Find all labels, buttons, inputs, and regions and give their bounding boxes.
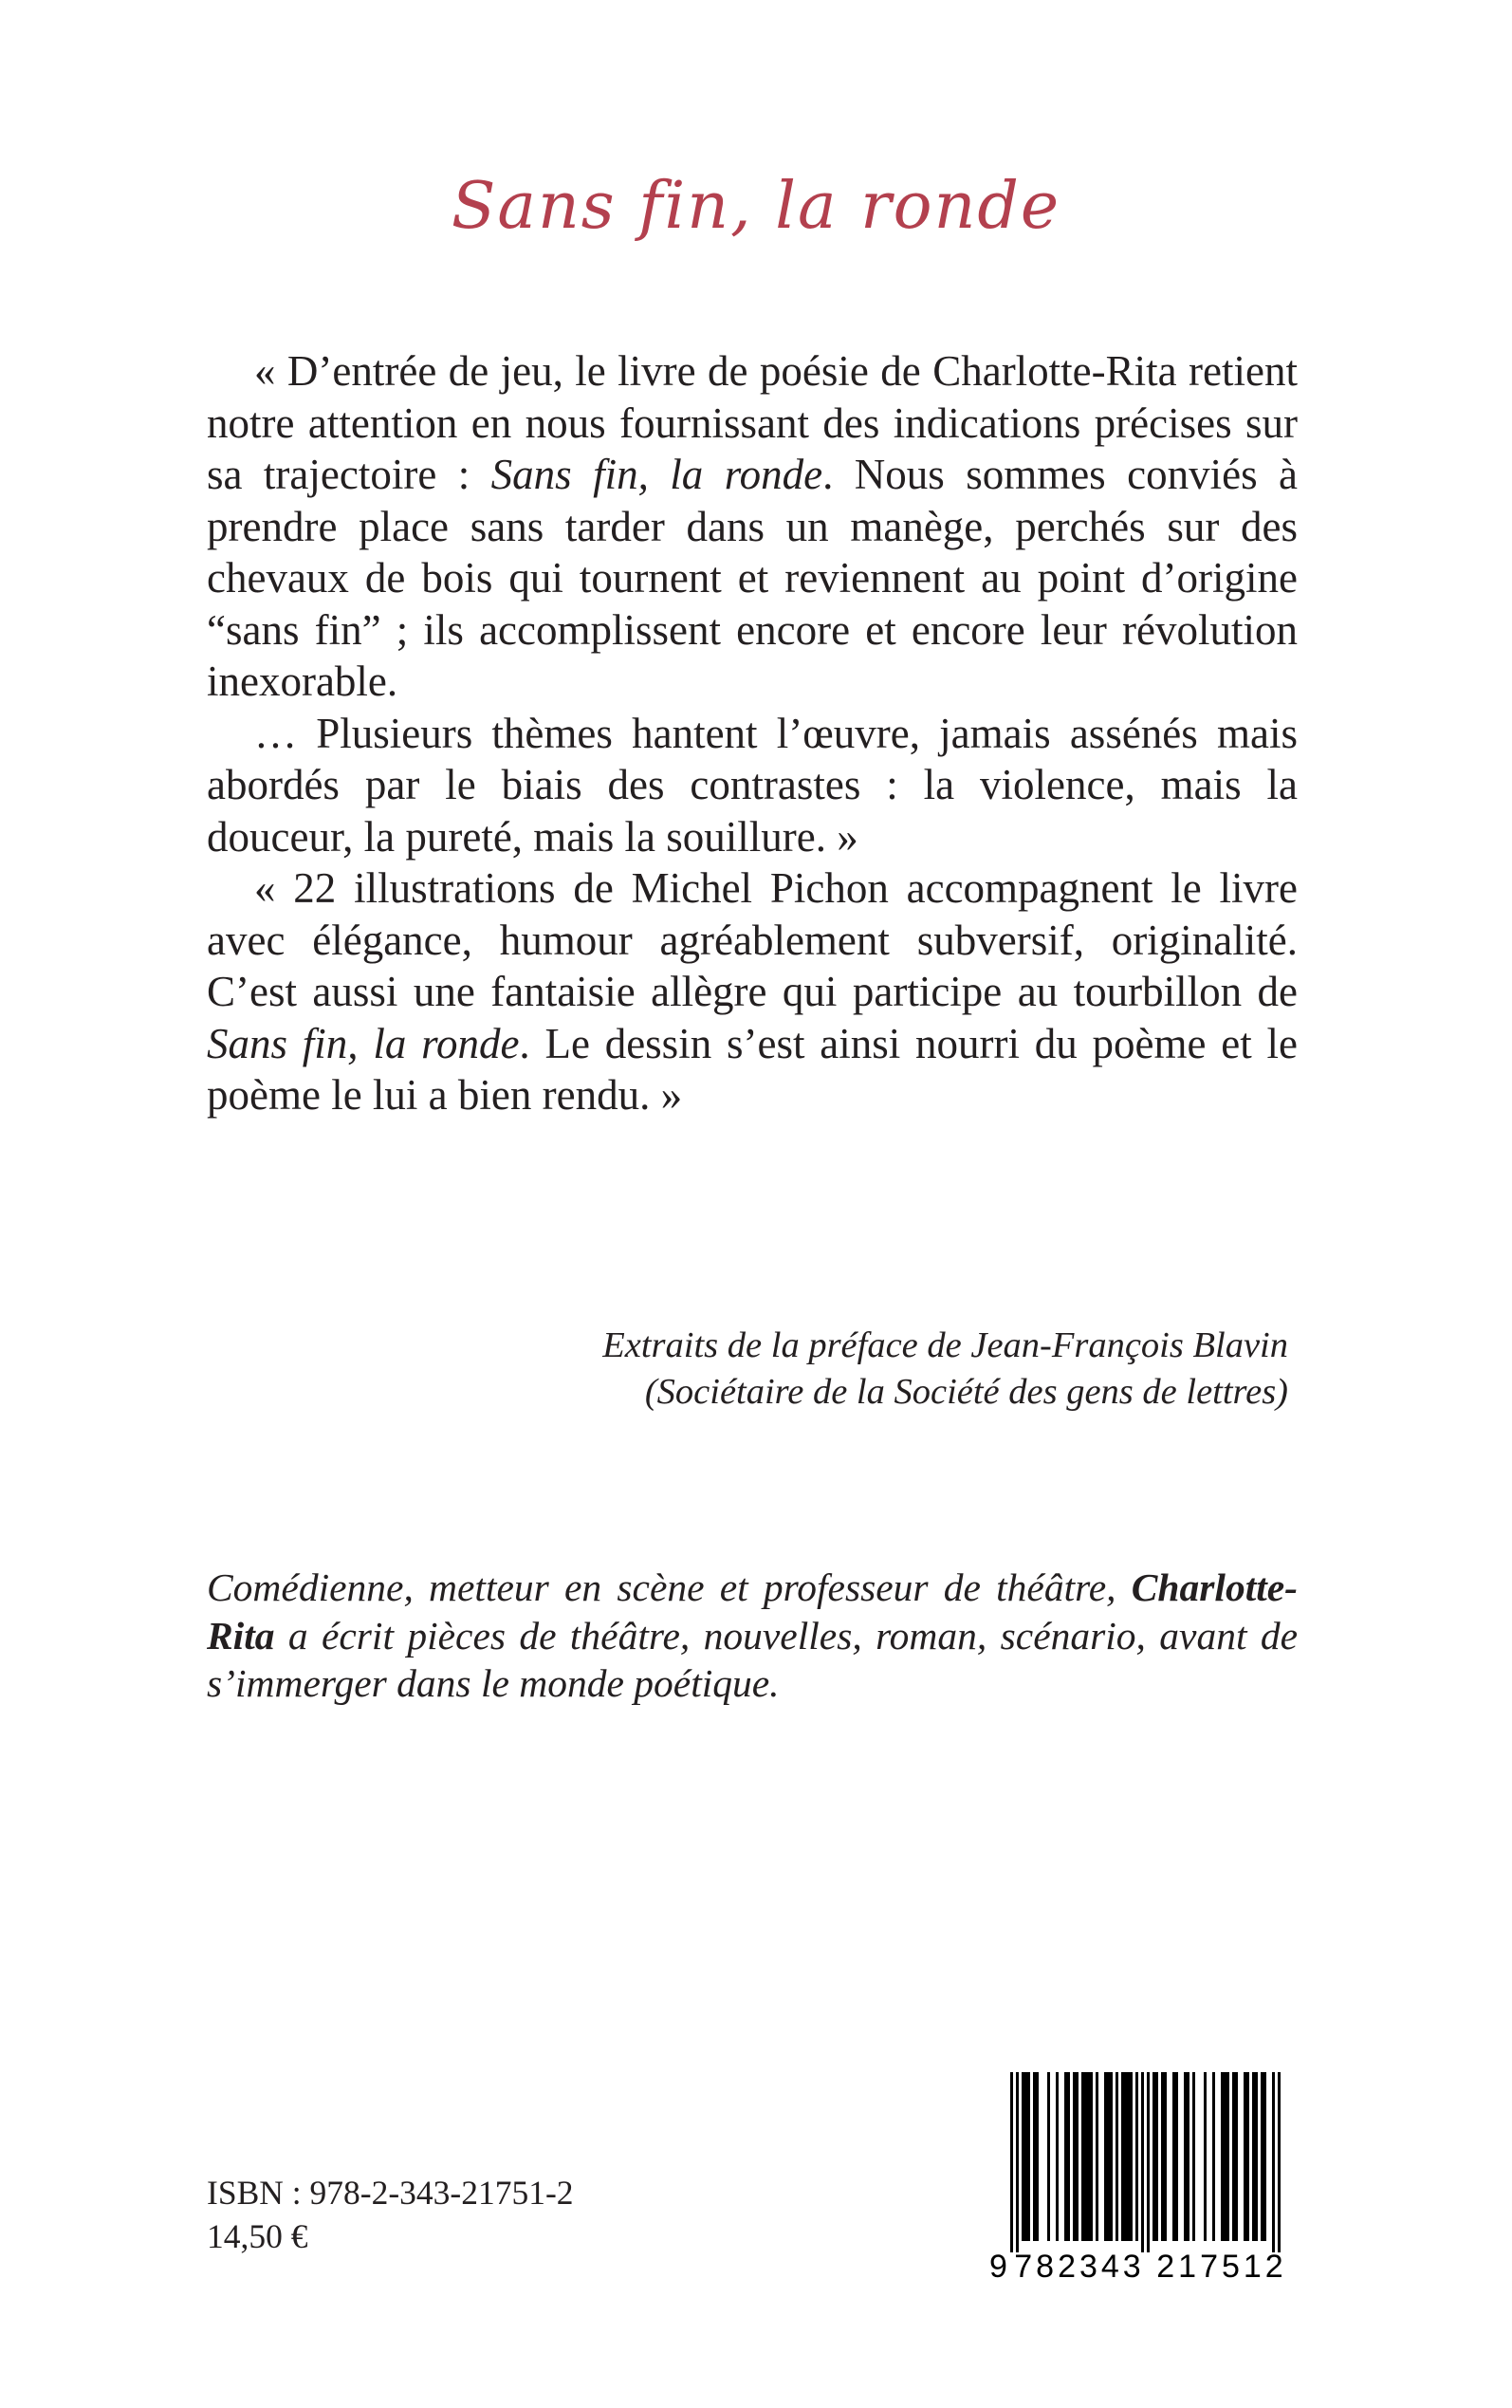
barcode-digits-left: 782343 [1014, 2249, 1145, 2285]
barcode-bar [1081, 2072, 1084, 2241]
barcode-bar [1255, 2072, 1258, 2241]
preface-attribution [207, 1323, 1288, 1416]
barcode-bar [1056, 2072, 1059, 2241]
barcode-bar [1087, 2072, 1090, 2241]
barcode-bar [1033, 2072, 1036, 2241]
excerpt-text: « 22 illustrations de Michel Pichon accompagnent le livre avec élégance, humour agréablement subversif, originalité. C’est aussi une fantaisie allègre qui participe au tourbillon de [207, 864, 1298, 1015]
barcode-bar [1084, 2072, 1087, 2241]
barcode-bar [1272, 2072, 1275, 2252]
preface-attribution-line-1: Extraits de la préface de Jean-François Blavin [602, 1325, 1288, 1365]
barcode-bar [1090, 2072, 1093, 2241]
barcode-bar [1096, 2072, 1098, 2241]
book-title: Sans fin, la ronde [451, 169, 1061, 244]
barcode-bar [1155, 2072, 1158, 2241]
barcode-bar [1067, 2072, 1070, 2241]
excerpt-text: . Nous sommes conviés à prendre place sans tarder dans un manège, perchés sur des chevaux de bois qui tournent et reviennent au point d’origine “sans fin” ; ils accomplissent encore et encore leur révolution inexorable. [207, 451, 1298, 705]
barcode-bar [1244, 2072, 1246, 2241]
author-name: Charlotte-Rita [207, 1565, 1298, 1658]
barcode-bar [1175, 2072, 1178, 2241]
barcode-bar [1184, 2072, 1187, 2241]
excerpt-paragraph-1 [207, 345, 1298, 708]
barcode-bar [1187, 2072, 1189, 2241]
bio-text: a écrit pièces de théâtre, nouvelles, roman, scénario, avant de s’immerger dans le monde poétique. [207, 1613, 1298, 1705]
barcode-bar [1232, 2072, 1235, 2241]
preface-attribution-line-2: (Sociétaire de la Société des gens de lettres) [644, 1372, 1288, 1412]
excerpt-paragraph-3 [207, 862, 1298, 1121]
barcode-digit-first: 9 [989, 2249, 1007, 2285]
barcode-bar [1147, 2072, 1150, 2252]
barcode-bars [1010, 2072, 1281, 2252]
barcode-bar [1152, 2072, 1155, 2241]
barcode-bar [1127, 2072, 1130, 2241]
barcode-bar [1172, 2072, 1175, 2241]
barcode-bar [1192, 2072, 1195, 2241]
barcode-bar [1036, 2072, 1039, 2241]
excerpt-paragraph-2: … Plusieurs thèmes hantent l’œuvre, jamais assénés mais abordés par le biais des contrastes : la violence, mais la douceur, la pureté, mais la souillure. » [207, 709, 1298, 861]
barcode-bar [1010, 2072, 1013, 2252]
author-bio [207, 1564, 1298, 1708]
barcode-bar [1235, 2072, 1238, 2241]
excerpt-text: . Le dessin s’est ainsi nourri du poème et le poème le lui a bien rendu. » [207, 1019, 1298, 1119]
preface-excerpt [207, 345, 1298, 1121]
barcode-bar [1064, 2072, 1067, 2241]
barcode-bar [1141, 2072, 1144, 2252]
barcode-bar [1073, 2072, 1076, 2241]
barcode-bar [1226, 2072, 1229, 2241]
isbn-label: ISBN : 978-2-343-21751-2 [207, 2174, 574, 2212]
barcode-bar [1161, 2072, 1164, 2241]
barcode-bar [1204, 2072, 1207, 2241]
barcode-bar [1104, 2072, 1107, 2241]
barcode [982, 2066, 1309, 2285]
barcode-bar [1164, 2072, 1167, 2241]
barcode-bar [1027, 2072, 1030, 2241]
barcode-bar [1022, 2072, 1024, 2241]
barcode-bar [1263, 2072, 1266, 2241]
excerpt-text: « D’entrée de jeu, le livre de poésie de Charlotte-Rita retient notre attention en nous fournissant des indications précises sur sa trajectoire : [207, 347, 1298, 498]
barcode-bar [1121, 2072, 1124, 2241]
barcode-bar [1016, 2072, 1019, 2252]
barcode-bar [1261, 2072, 1263, 2241]
barcode-bar [1252, 2072, 1255, 2241]
barcode-bar [1076, 2072, 1079, 2241]
excerpt-title-reference: Sans fin, la ronde [207, 1019, 520, 1067]
barcode-bar [1221, 2072, 1224, 2241]
barcode-bar [1278, 2072, 1281, 2252]
barcode-bar [1212, 2072, 1215, 2241]
barcode-digits-right: 217512 [1156, 2249, 1287, 2285]
excerpt-title-reference: Sans fin, la ronde [490, 451, 823, 498]
barcode-bar [1116, 2072, 1118, 2241]
barcode-bar [1110, 2072, 1113, 2241]
barcode-bar [1047, 2072, 1050, 2241]
barcode-bar [1124, 2072, 1127, 2241]
barcode-bar [1024, 2072, 1027, 2241]
barcode-bar [1135, 2072, 1138, 2241]
barcode-bar [1224, 2072, 1226, 2241]
price-label: 14,50 € [207, 2217, 308, 2255]
barcode-bar [1130, 2072, 1133, 2241]
barcode-bar [1107, 2072, 1110, 2241]
bio-text: Comédienne, metteur en scène et professeur de théâtre, [207, 1565, 1132, 1609]
barcode-bar [1246, 2072, 1249, 2241]
